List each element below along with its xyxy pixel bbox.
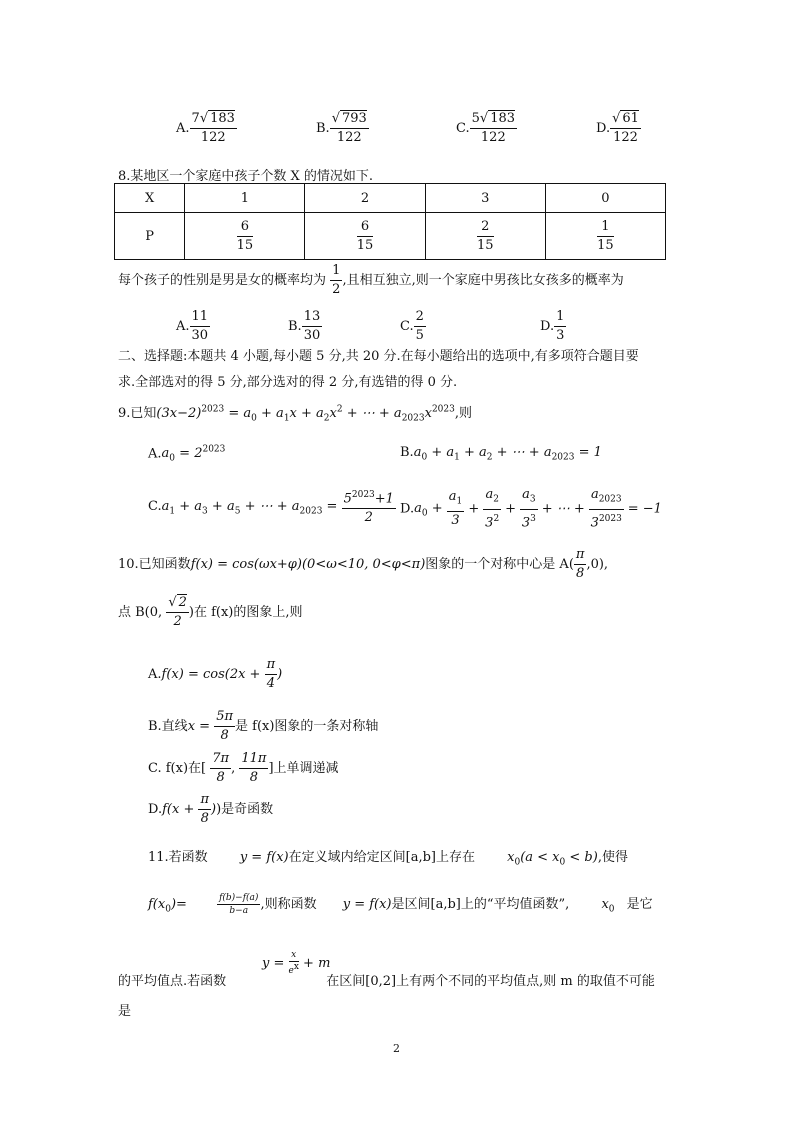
q8-option-b	[288, 308, 322, 345]
q7-option-a	[176, 110, 237, 147]
text: ,则	[454, 406, 472, 421]
q8-condition	[118, 262, 624, 299]
formula: f(x) = cos(2x +	[161, 667, 265, 682]
fraction: $\frac{5\pi}{8}$	[216, 709, 234, 743]
text: 是区间[a,b]上的“平均值函数”,	[391, 897, 570, 912]
option-label: B.	[288, 319, 302, 334]
table-header: 0	[545, 184, 665, 213]
q10-option-a: A.f(x) = cos(2x + $\frac{\pi}{4}$ )	[148, 657, 283, 691]
fraction: $\frac{√ 793}{122}$	[331, 111, 367, 145]
denominator: 15	[476, 237, 494, 253]
q10-option-b	[148, 708, 378, 745]
radicand: 183	[490, 111, 516, 126]
fraction	[554, 308, 566, 345]
formula: y = f(x)	[239, 850, 289, 865]
q10-option-d: D.f(x + $\frac{\pi}{8}$ ))是奇函数	[148, 792, 274, 826]
numerator: 13	[302, 308, 323, 327]
formula: f(x +	[162, 802, 199, 817]
fraction	[597, 218, 614, 255]
fraction: $\frac{11\pi}{8}$	[241, 751, 267, 785]
fraction: $\frac{\pi}{4}$	[266, 657, 276, 691]
numerator: 1	[554, 308, 566, 327]
formula: f(x) = cos(ωx+φ)(0<ω<10, 0<φ<π)	[190, 557, 426, 572]
fraction	[414, 308, 426, 345]
text: 点 B(0,	[118, 605, 163, 620]
table-row	[115, 184, 666, 213]
q10-point-b	[118, 594, 303, 631]
q8-option-a	[176, 308, 210, 345]
text: ]上单调递减	[268, 761, 339, 776]
fraction	[302, 308, 323, 345]
q7-option-b	[316, 110, 369, 147]
q9-stem	[118, 402, 472, 424]
page-number: 2	[393, 1042, 400, 1055]
option-label: D.	[400, 501, 415, 517]
text: ,则称函数	[260, 897, 317, 912]
numerator: 2	[477, 218, 494, 237]
text: ,且相互独立,则一个家庭中男孩比女孩多的概率为	[342, 273, 624, 288]
formula: $a_1 + a_3 + a_5$ + ⋯ + $a_{2023}$ =	[161, 499, 342, 517]
fraction: $\frac{5^{2023}+1}{2}$	[342, 486, 396, 527]
formula: y = f(x)	[342, 897, 392, 912]
numerator: 1	[330, 262, 342, 281]
section2-line2: 求.全部选对的得 5 分,部分选对的得 2 分,有选错的得 0 分.	[118, 375, 458, 390]
numerator: 6	[357, 218, 374, 237]
fraction: $\frac{\pi}{8}$	[575, 547, 585, 581]
table-header: 3	[425, 184, 545, 213]
text: 11.若函数	[148, 850, 208, 865]
radicand: 793	[341, 111, 367, 126]
fraction: $\frac{7\pi}{8}$	[212, 751, 230, 785]
option-label: A.	[148, 667, 162, 682]
formula: $x_0$	[601, 897, 615, 915]
denominator: 122	[613, 130, 638, 145]
text: 10.已知函数	[118, 557, 191, 572]
radicand: 183	[210, 111, 235, 126]
fraction: $\frac{√ 61}{122}$	[612, 111, 639, 145]
denominator: 30	[303, 328, 321, 343]
q11-line4: 是	[118, 1004, 132, 1019]
option-label: D.	[596, 121, 611, 136]
table-cell	[425, 213, 545, 260]
formula: $a_0 + a_1 + a_2$ + ⋯ + $a_{2023} = 1$	[413, 445, 602, 463]
q8-stem: 8.某地区一个家庭中孩子个数 X 的情况如下.	[118, 169, 374, 184]
formula: $(3x-2)^{2023} = a_0 + a_1x + a_2x^2$ + ⋯ + $a_{2023}x^{2023}$	[156, 404, 455, 424]
q8-option-c	[400, 308, 426, 345]
denominator: 2	[332, 282, 341, 297]
option-label: B.	[316, 121, 330, 136]
fraction	[237, 218, 254, 255]
formula: $a_0$ +	[414, 501, 447, 520]
section2-line1: 二、选择题:本题共 4 小题,每小题 5 分,共 20 分.在每小题给出的选项中,有多项符合题目要	[118, 349, 639, 364]
option-label: C.	[148, 499, 162, 515]
row-label: P	[115, 213, 185, 260]
denominator: 15	[356, 237, 374, 253]
fraction	[477, 218, 494, 255]
fraction: $\frac{5√ 183}{122}$	[471, 111, 516, 145]
q11-line2	[148, 892, 653, 917]
q7-option-d	[596, 110, 641, 147]
coef: 5	[471, 111, 480, 126]
q9-option-b	[400, 445, 602, 463]
fraction: $\frac{a_1}{3}$	[448, 489, 463, 528]
q10-stem	[118, 546, 608, 583]
text: B.直线	[148, 719, 188, 734]
table-row	[115, 213, 666, 260]
denominator: 5	[415, 328, 424, 343]
q9-option-a	[148, 445, 225, 464]
formula: x =	[187, 719, 215, 734]
option-label: C.	[456, 121, 470, 136]
option-label: C.	[400, 319, 414, 334]
denominator: 30	[191, 328, 209, 343]
text: D.	[148, 802, 163, 817]
text: 图象的一个对称中心是 A(	[425, 557, 574, 572]
option-label: A.	[148, 446, 162, 462]
q9-option-d: $D.a_0$ + $\frac{a_1}{3}$ + $\frac{a_2}{3^2}$ + $\frac{a_3}{3^3}$ + ⋯ + $\frac{a_{2023}}{3^{2023}}$ = −1	[400, 487, 662, 530]
fraction: $\frac{\pi}{8}$	[200, 792, 210, 826]
fraction: $\frac{x}{e^x}$	[288, 950, 299, 976]
table-header: 1	[185, 184, 305, 213]
text: 每个孩子的性别是男是女的概率均为	[118, 273, 327, 288]
fraction	[330, 262, 342, 299]
text: ,0),	[586, 557, 609, 572]
fraction: $\frac{a_{2023}}{3^{2023}}$	[590, 487, 622, 530]
formula: $a_0 = 2^{2023}$	[161, 445, 226, 464]
fraction	[357, 218, 374, 255]
text: 在区间[0,2]上有两个不同的平均值点,则 m 的取值不可能	[326, 974, 655, 989]
denominator: 122	[336, 130, 362, 145]
table-cell	[545, 213, 665, 260]
numerator: 2	[414, 308, 426, 327]
numerator: 1	[597, 218, 614, 237]
numerator: 11	[190, 308, 211, 327]
radicand: 61	[622, 111, 639, 126]
table-header: X	[115, 184, 185, 213]
formula: y =	[262, 956, 289, 971]
text: C. f(x)在[	[148, 761, 207, 776]
option-label: B.	[400, 445, 414, 460]
distribution-table	[114, 183, 666, 260]
denominator: 122	[200, 130, 226, 145]
denominator: 15	[236, 237, 254, 253]
denominator: 15	[597, 237, 614, 253]
formula: $f(x_0)=$	[148, 897, 187, 915]
numerator: 6	[237, 218, 254, 237]
option-label: A.	[176, 319, 190, 334]
text: 9.已知	[118, 406, 157, 421]
fraction: $\frac{a_3}{3^3}$	[521, 487, 536, 530]
fraction: $\frac{f(b)-f(a)}{b-a}$	[219, 893, 259, 916]
fraction: $\frac{√ 2}{2}$	[168, 595, 187, 629]
coef: 7	[191, 111, 200, 126]
option-label: A.	[176, 121, 190, 136]
q8-option-d	[540, 308, 566, 345]
text: )在 f(x)的图象上,则	[188, 605, 303, 620]
fraction: $\frac{a_2}{3^2}$	[485, 487, 500, 530]
text: 的平均值点.若函数	[118, 974, 227, 989]
q10-option-c	[148, 750, 339, 787]
text: 是它	[626, 897, 653, 912]
q11-line3	[118, 970, 655, 989]
table-header: 2	[305, 184, 425, 213]
q11-line3-formula: y = $\frac{x}{e^x}$ + m	[262, 950, 331, 976]
q11-line1	[148, 846, 628, 868]
text: ,使得	[597, 850, 628, 865]
text: 在定义域内给定区间[a,b]上存在	[288, 850, 475, 865]
table-cell	[305, 213, 425, 260]
denominator: 122	[480, 130, 506, 145]
text: 是 f(x)图象的一条对称轴	[235, 719, 379, 734]
text: )是奇函数	[216, 802, 274, 817]
text: ,	[231, 761, 236, 776]
table-cell	[185, 213, 305, 260]
formula: $x_0(a < x_0 < b)$	[507, 850, 598, 868]
q7-option-c	[456, 110, 517, 147]
option-label: D.	[540, 319, 555, 334]
fraction	[190, 308, 211, 345]
fraction: $\frac{7√ 183}{122}$	[191, 111, 235, 145]
denominator: 3	[556, 328, 565, 343]
q9-option-c	[148, 486, 396, 527]
